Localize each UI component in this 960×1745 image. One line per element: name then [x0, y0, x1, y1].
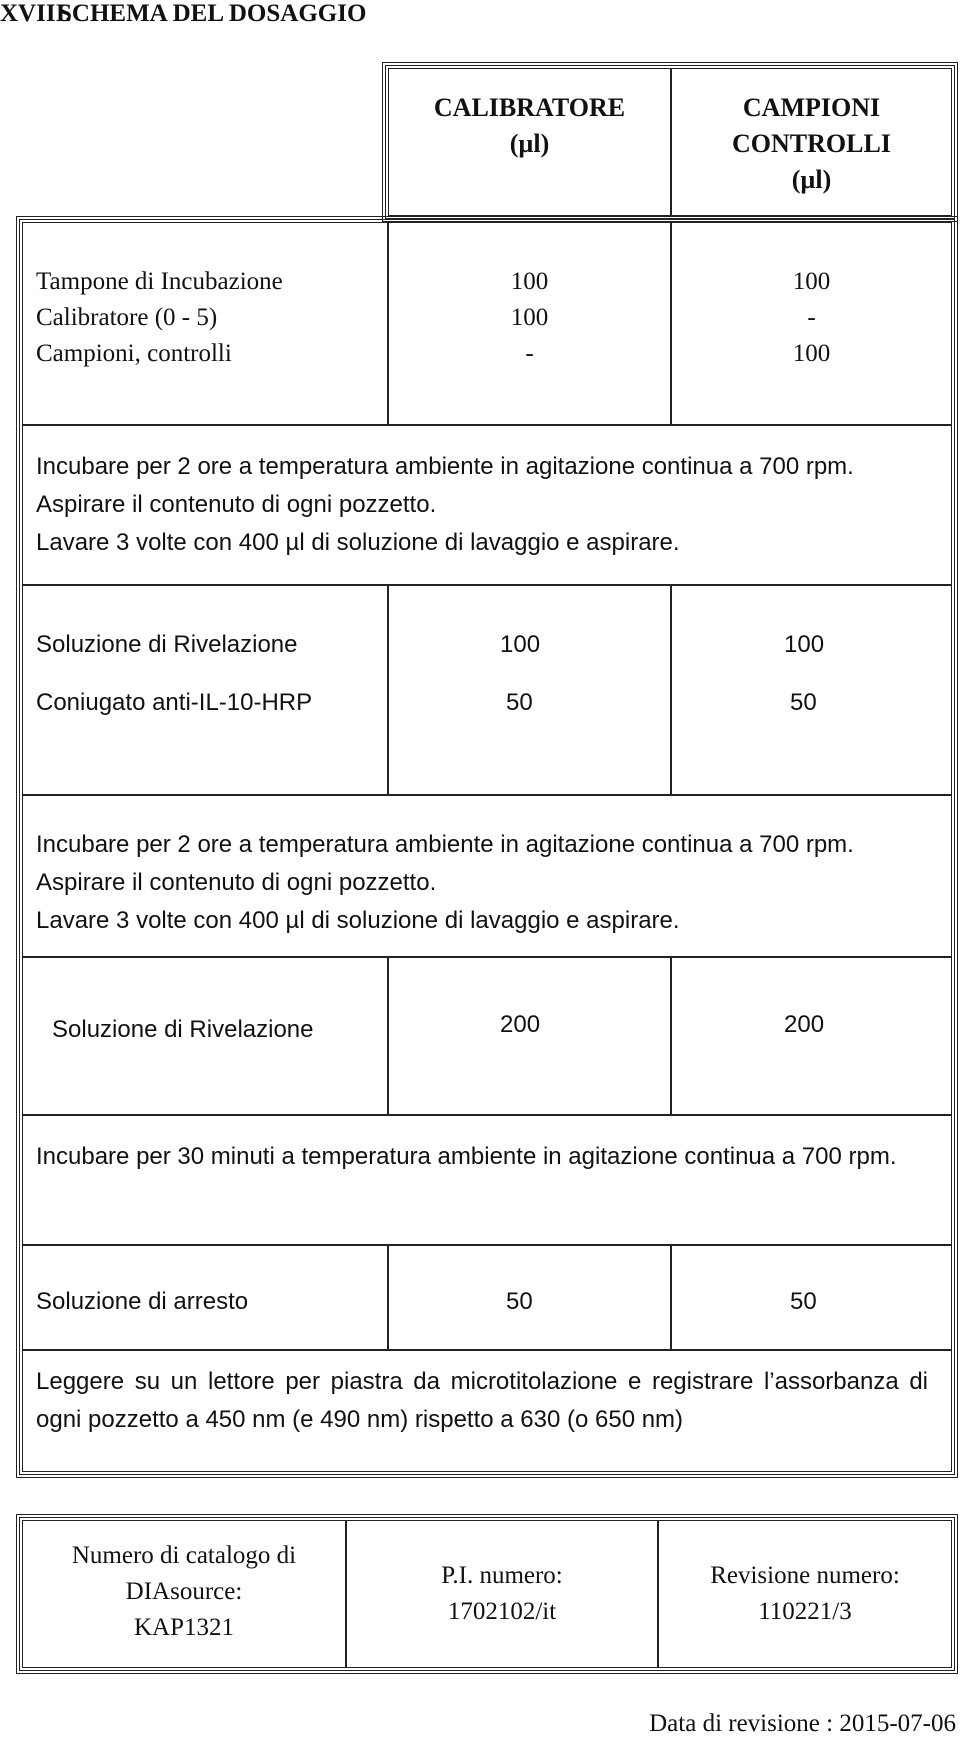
instruction1-line: Aspirare il contenuto di ogni pozzetto.	[36, 491, 437, 518]
footer-catalog-line: Numero di catalogo di	[71, 1542, 297, 1569]
footer-pi	[346, 1558, 658, 1630]
block1-value: -	[807, 304, 816, 331]
section-heading: SCHEMA DEL DOSAGGIO	[58, 0, 367, 27]
header-campioni-unit: (µl)	[791, 165, 832, 194]
block1-label: Calibratore (0 - 5)	[36, 304, 218, 331]
instruction1-line: Incubare per 2 ore a temperatura ambiente in agitazione continua a 700 rpm.	[36, 453, 854, 480]
instruction3: Incubare per 30 minuti a temperatura ambiente in agitazione continua a 700 rpm.	[36, 1143, 897, 1170]
block2-campioni-1: 100	[784, 631, 825, 658]
block1-labels	[36, 264, 283, 372]
block1-value: 100	[510, 304, 549, 331]
header-calibratore-line1: CALIBRATORE	[433, 93, 626, 122]
footer-catalog	[22, 1538, 346, 1646]
revision-date: Data di revisione : 2015-07-06	[649, 1710, 956, 1737]
block3-label: Soluzione di Rivelazione	[52, 1016, 314, 1043]
instruction1-line: Lavare 3 volte con 400 µl di soluzione di lavaggio e aspirare.	[36, 529, 680, 556]
instruction2	[36, 826, 854, 940]
instruction2-line: Aspirare il contenuto di ogni pozzetto.	[36, 869, 437, 896]
block2-calibratore-2: 50	[506, 689, 533, 716]
block3-calibratore: 200	[500, 1011, 541, 1038]
block1-value: 100	[792, 268, 831, 295]
block1-value: -	[525, 340, 534, 367]
block4-campioni: 50	[790, 1288, 817, 1315]
block1-label: Campioni, controlli	[36, 340, 232, 367]
block2-label-1: Soluzione di Rivelazione	[36, 631, 298, 658]
instruction1	[36, 448, 854, 562]
block1-label: Tampone di Incubazione	[36, 268, 283, 295]
header-calibratore-unit: (µl)	[509, 129, 550, 158]
instruction3-cell	[22, 1115, 952, 1245]
block4-calibratore: 50	[506, 1288, 533, 1315]
header-campioni	[671, 90, 952, 198]
instruction2-line: Incubare per 2 ore a temperatura ambiente in agitazione continua a 700 rpm.	[36, 831, 854, 858]
block1-calibratore-values	[388, 264, 671, 372]
header-calibratore	[388, 90, 671, 162]
section-number: XVIII.	[0, 0, 72, 27]
footer-catalog-line: KAP1321	[133, 1614, 234, 1641]
block3-campioni: 200	[784, 1011, 825, 1038]
block1-value: 100	[792, 340, 831, 367]
section-title	[0, 0, 366, 28]
block1-campioni-values	[671, 264, 952, 372]
footer-pi-line: P.I. numero:	[441, 1562, 563, 1589]
footer-revision	[658, 1558, 952, 1630]
block2-label-2: Coniugato anti-IL-10-HRP	[36, 689, 313, 716]
block2-calibratore-1: 100	[500, 631, 541, 658]
block2-campioni-2: 50	[790, 689, 817, 716]
footer-revision-line: Revisione numero:	[710, 1562, 900, 1589]
block1-value: 100	[510, 268, 549, 295]
instruction4: Leggere su un lettore per piastra da microtitolazione e registrare l’assorbanza di ogni pozzetto a 450 nm (e 490 nm) rispetto a 630 (o 650 nm)	[36, 1368, 928, 1433]
block4-label: Soluzione di arresto	[36, 1288, 249, 1315]
header-campioni-line2: CONTROLLI	[732, 129, 891, 158]
footer-catalog-line: DIAsource:	[125, 1578, 243, 1605]
footer-pi-line: 1702102/it	[447, 1598, 557, 1625]
footer-revision-line: 110221/3	[758, 1598, 852, 1625]
header-campioni-line1: CAMPIONI	[742, 93, 881, 122]
instruction2-line: Lavare 3 volte con 400 µl di soluzione di lavaggio e aspirare.	[36, 907, 680, 934]
